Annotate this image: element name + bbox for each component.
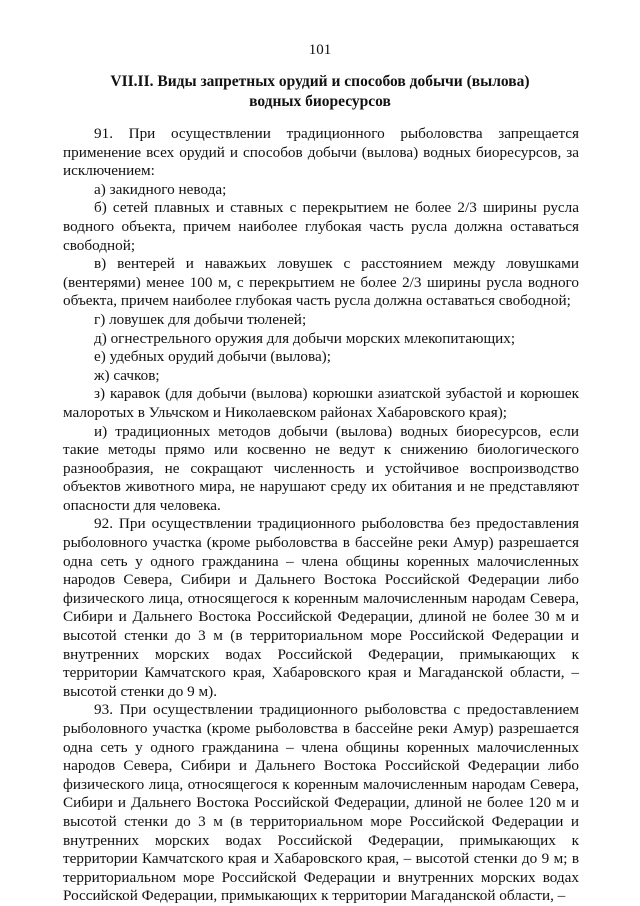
- list-item-v: в) вентерей и наважьих ловушек с расстоянием между ловушками (вентерями) менее 100 м, с перекрытием не более 2/3 ширины русла водного объекта, причем наиболее глубокая часть русла должна оставаться свободной;: [63, 255, 579, 310]
- paragraph-92: 92. При осуществлении традиционного рыболовства без предоставления рыболовного участка (кроме рыболовства в бассейне реки Амур) разрешается одна сеть у одного гражданина – члена общины коренных малочисленных народов Севера, Сибири и Дальнего Востока Российской Федерации либо физического лица, относящегося к коренным малочисленным народам Севера, Сибири и Дальнего Востока Российской Федерации, длиной не более 30 м и высотой стенки до 3 м (в территориальном море Российской Федерации и внутренних морских водах Российской Федерации, примыкающих к территории Камчатского края, Хабаровского края и Магаданской области, – высотой стенки до 9 м).: [63, 515, 579, 700]
- section-heading-line-2: водных биоресурсов: [249, 93, 391, 110]
- section-heading-line-1: VII.II. Виды запретных орудий и способов добычи (вылова): [110, 73, 530, 90]
- list-item-i: и) традиционных методов добычи (вылова) водных биоресурсов, если такие методы прямо или косвенно не ведут к снижению биологического разнообразия, не сокращают численность и устойчивое воспроизводство объектов животного мира, не нарушают среду их обитания и не представляют опасности для человека.: [63, 422, 579, 514]
- page-number: 101: [308, 42, 332, 58]
- list-item-g: г) ловушек для добычи тюленей;: [94, 310, 307, 328]
- section-heading: [100, 72, 540, 112]
- list-item-e: е) удебных орудий добычи (вылова);: [94, 348, 331, 366]
- paragraph-91: 91. При осуществлении традиционного рыболовства запрещается применение всех орудий и способов добычи (вылова) водных биоресурсов, за исключением:: [63, 125, 579, 180]
- document-body: [63, 125, 579, 906]
- list-item-b: б) сетей плавных и ставных с перекрытием не более 2/3 ширины русла водного объекта, причем наиболее глубокая часть русла должна оставаться свободной;: [63, 199, 579, 254]
- list-item-zh: ж) сачков;: [94, 366, 160, 384]
- list-item-d: д) огнестрельного оружия для добычи морских млекопитающих;: [94, 329, 516, 347]
- list-item-a: а) закидного невода;: [94, 180, 227, 198]
- list-item-z: з) каравок (для добычи (вылова) корюшки азиатской зубастой и корюшек малоротых в Ульчском и Николаевском районах Хабаровского края);: [63, 385, 579, 421]
- paragraph-93: 93. При осуществлении традиционного рыболовства с предоставлением рыболовного участка (кроме рыболовства в бассейне реки Амур) разрешается одна сеть у одного гражданина – члена общины коренных малочисленных народов Севера, Сибири и Дальнего Востока Российской Федерации либо физического лица, относящегося к коренным малочисленным народам Севера, Сибири и Дальнего Востока Российской Федерации, длиной не более 120 м и высотой стенки до 3 м (в территориальном море Российской Федерации и внутренних морских водах Российской Федерации, примыкающих к территории Камчатского края и Хабаровского края, – высотой стенки до 9 м; в территориальном море Российской Федерации и внутренних морских водах Российской Федерации, примыкающих к территории Магаданской области, –: [63, 701, 579, 905]
